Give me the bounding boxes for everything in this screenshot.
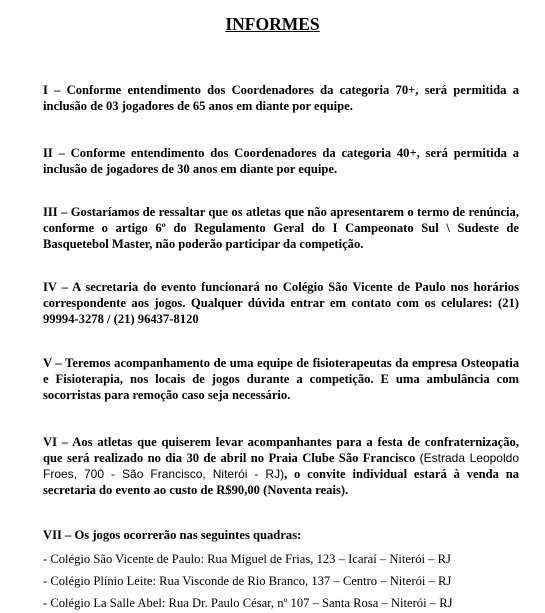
item-vi xyxy=(43,434,519,498)
item-iv: IV – A secretaria do evento funcionará no Colégio São Vicente de Paulo nos horários correspondente aos jogos. Qualquer dúvida entrar em contato com os celulares: (21) 99994-3278 / (21) 96437-8120 xyxy=(43,280,519,326)
item-ii: II – Conforme entendimento dos Coordenadores da categoria 40+, será permitida a inclusão de jogadores de 30 anos em diante por equipe. xyxy=(43,146,519,176)
item-v: V – Teremos acompanhamento de uma equipe de fisioterapeutas da empresa Osteopatia e Fisioterapia, nos locais de jogos durante a competição. E uma ambulância com socorristas para remoção caso seja necessário. xyxy=(43,356,519,402)
court-item: - Colégio São Vicente de Paulo: Rua Miguel de Frias, 123 – Icaraí – Niterói – RJ xyxy=(43,552,451,566)
item-vi-text-before: VI – Aos atletas que quiserem levar acompanhantes para a festa de confraternização, que será realizado no dia 30 de abril no Praia Clube São Francisco xyxy=(43,435,519,465)
court-item: - Colégio Plínio Leite: Rua Visconde de Rio Branco, 137 – Centro – Niterói – RJ xyxy=(43,574,452,588)
court-item: - Colégio La Salle Abel: Rua Dr. Paulo César, nº 107 – Santa Rosa – Niterói – RJ xyxy=(43,596,453,610)
item-iii: III – Gostaríamos de ressaltar que os atletas que não apresentarem o termo de renúncia, conforme o artigo 6º do Regulamento Geral do I Campeonato Sul \ Sudeste de Basquetebol Master, não poderão participar da competição. xyxy=(43,205,519,251)
item-vi-text-after: , o convite individual estará à venda na secretaria do evento ao custo de R$90,00 (Noventa reais). xyxy=(43,467,519,497)
page-title: INFORMES xyxy=(225,14,320,34)
item-i: I – Conforme entendimento dos Coordenadores da categoria 70+, será permitida a inclusão de 03 jogadores de 65 anos em diante por equipe. xyxy=(43,83,519,113)
item-vi-address: (Estrada Leopoldo Froes, 700 - São Francisco, Niterói - RJ) xyxy=(43,451,519,481)
courts-heading: VII – Os jogos ocorrerão nas seguintes quadras: xyxy=(43,528,302,542)
